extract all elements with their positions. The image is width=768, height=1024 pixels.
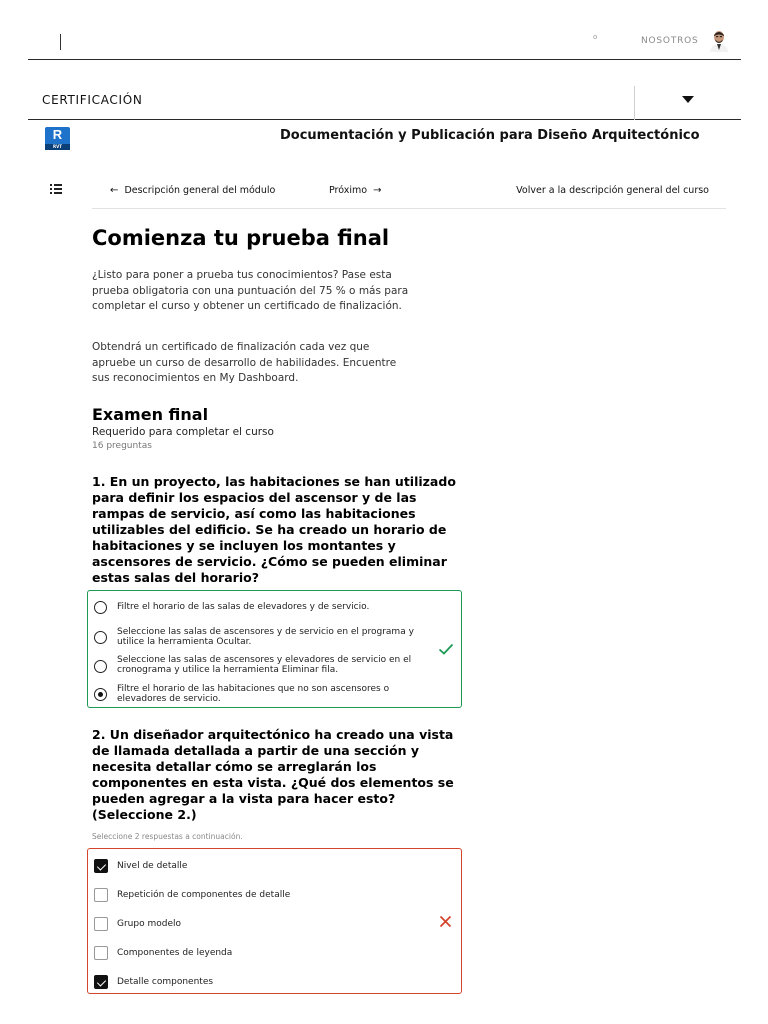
checkbox[interactable] xyxy=(94,917,108,931)
exam-required: Requerido para completar el curso xyxy=(92,426,274,438)
prev-module-label: Descripción general del módulo xyxy=(124,185,276,196)
next-link[interactable] xyxy=(329,185,382,196)
checkbox-checked[interactable] xyxy=(94,975,108,989)
badge-sub: RVT xyxy=(45,144,70,150)
divider xyxy=(634,86,635,120)
answer-label: Seleccione las salas de ascensores y de servicio en el programa y utilice la herramienta Ocultar. xyxy=(117,627,414,647)
list-icon[interactable] xyxy=(50,184,62,194)
arrow-left-icon: ← xyxy=(110,185,119,196)
intro-paragraph-2: Obtendrá un certificado de finalización cada vez que apruebe un curso de desarrollo de habilidades. Encuentre sus reconocimientos en My Dashboard. xyxy=(92,341,397,384)
question-1-answers xyxy=(87,590,462,708)
question-2-answers xyxy=(87,848,462,994)
radio-button-selected[interactable] xyxy=(94,688,107,701)
answer-label: Repetición de componentes de detalle xyxy=(117,890,291,900)
checkbox[interactable] xyxy=(94,888,108,902)
tiny-mark: o xyxy=(593,33,598,41)
next-label: Próximo xyxy=(329,185,368,196)
back-to-course-link[interactable]: Volver a la descripción general del curso xyxy=(516,185,709,196)
answer-label: Seleccione las salas de ascensores y elevadores de servicio en el cronograma y utilice la herramienta Eliminar fila. xyxy=(117,655,412,675)
answer-label: Filtre el horario de las habitaciones que no son ascensores o elevadores de servicio. xyxy=(117,684,390,704)
nav-link-nosotros[interactable]: NOSOTROS xyxy=(641,36,699,46)
answer-label: Filtre el horario de las salas de elevadores y de servicio. xyxy=(117,602,370,612)
main-content xyxy=(92,222,472,451)
avatar[interactable] xyxy=(709,30,729,52)
certification-bar xyxy=(28,86,741,120)
radio-button[interactable] xyxy=(94,631,107,644)
question-2-hint: Seleccione 2 respuestas a continuación. xyxy=(92,832,243,841)
page-title: Comienza tu prueba final xyxy=(92,226,390,250)
checkbox-checked[interactable] xyxy=(94,859,108,873)
prev-module-link[interactable] xyxy=(110,185,275,196)
exam-title: Examen final xyxy=(92,405,209,424)
check-icon xyxy=(438,643,454,655)
answer-label: Detalle componentes xyxy=(117,977,214,987)
arrow-right-icon: → xyxy=(373,185,382,196)
exam-question-count: 16 preguntas xyxy=(92,441,152,451)
dropdown-caret-icon[interactable] xyxy=(682,96,694,103)
question-1-text: 1. En un proyecto, las habitaciones se han utilizado para definir los espacios del ascensor y de las rampas de servicio, así como las habitaciones utilizables del edificio. Se ha creado un horario de habitaciones y se incluyen los montantes y ascensores de servicio. ¿Cómo se pueden eliminar estas salas del horario? xyxy=(92,474,456,585)
checkbox[interactable] xyxy=(94,946,108,960)
course-title: Documentación y Publicación para Diseño Arquitectónico xyxy=(280,128,700,143)
text-cursor-mark xyxy=(60,34,61,50)
revit-logo-icon xyxy=(45,127,70,150)
answer-label: Grupo modelo xyxy=(117,919,181,929)
radio-button[interactable] xyxy=(94,660,107,673)
module-nav xyxy=(92,182,726,209)
cross-icon xyxy=(439,915,452,928)
question-2-text: 2. Un diseñador arquitectónico ha creado una vista de llamada detallada a partir de una sección y necesita detallar cómo se arreglarán los componentes en esta vista. ¿Qué dos elementos se pueden agregar a la vista para hacer esto? (Seleccione 2.) xyxy=(92,727,454,822)
answer-label: Componentes de leyenda xyxy=(117,948,233,958)
badge-letter: R xyxy=(52,127,63,142)
top-bar xyxy=(28,0,741,60)
radio-button[interactable] xyxy=(94,601,107,614)
certification-label: CERTIFICACIÓN xyxy=(42,93,143,107)
intro-paragraph-1: ¿Listo para poner a prueba tus conocimientos? Pase esta prueba obligatoria con una puntuación del 75 % o más para completar el curso y obtener un certificado de finalización. xyxy=(92,269,409,312)
answer-label: Nivel de detalle xyxy=(117,861,188,871)
